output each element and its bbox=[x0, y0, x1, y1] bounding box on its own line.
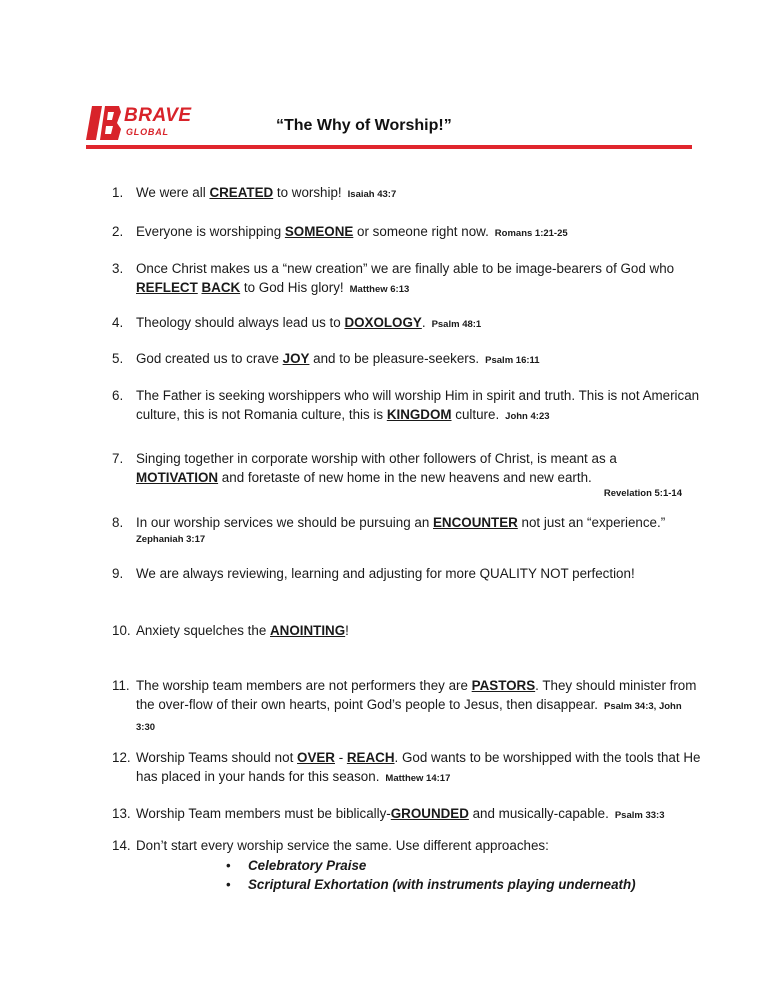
brave-global-logo bbox=[86, 105, 196, 141]
item-keyword: REFLECT bbox=[136, 280, 198, 295]
item-number: 1. bbox=[112, 185, 124, 200]
item-text: - bbox=[334, 750, 347, 765]
scripture-reference: Psalm 16:11 bbox=[485, 355, 540, 366]
list-item bbox=[112, 836, 702, 855]
item-text: Worship Team members must be biblically- bbox=[136, 806, 391, 821]
item-number: 9. bbox=[112, 566, 124, 581]
item-number: 14. bbox=[112, 838, 131, 853]
list-item bbox=[112, 313, 702, 334]
item-keyword: SOMEONE bbox=[284, 224, 354, 239]
bullet-icon: • bbox=[226, 858, 231, 873]
list-item bbox=[112, 676, 702, 737]
item-keyword: OVER bbox=[297, 750, 335, 765]
item-text: . bbox=[421, 315, 426, 330]
approaches-list bbox=[226, 856, 636, 894]
logo-brave-text: BRAVE bbox=[124, 105, 192, 126]
list-item bbox=[112, 621, 702, 640]
item-number: 5. bbox=[112, 351, 124, 366]
scripture-reference: Psalm 33:3 bbox=[614, 810, 665, 821]
scripture-reference: Isaiah 43:7 bbox=[347, 189, 397, 200]
item-text: to worship! bbox=[273, 185, 342, 200]
item-keyword: REACH bbox=[346, 750, 395, 765]
item-text: and to be pleasure-seekers. bbox=[309, 351, 480, 366]
item-keyword: JOY bbox=[282, 351, 310, 366]
item-number: 11. bbox=[112, 678, 130, 693]
item-text: . They should minister from the over-flow of their own hearts, point God’s people to Jesus, then disappear. bbox=[136, 678, 697, 712]
item-keyword: BACK bbox=[201, 280, 241, 295]
item-text: We are always reviewing, learning and adjusting for more QUALITY NOT perfection! bbox=[136, 566, 635, 581]
item-text: to God His glory! bbox=[240, 280, 344, 295]
item-number: 13. bbox=[112, 806, 131, 821]
list-item bbox=[112, 222, 702, 243]
item-keyword: KINGDOM bbox=[386, 407, 452, 422]
item-text: not just an “experience.” bbox=[517, 515, 666, 530]
item-text: We were all bbox=[136, 185, 210, 200]
item-text: ! bbox=[345, 623, 349, 638]
item-number: 7. bbox=[112, 451, 124, 466]
item-text: The worship team members are not performers they are bbox=[136, 678, 472, 693]
item-text: Theology should always lead us to bbox=[136, 315, 345, 330]
item-text: Everyone is worshipping bbox=[136, 224, 285, 239]
item-keyword: PASTORS bbox=[471, 678, 536, 693]
item-keyword: CREATED bbox=[209, 185, 274, 200]
item-text: Singing together in corporate worship with other followers of Christ, is meant as a bbox=[136, 451, 617, 466]
item-number: 6. bbox=[112, 388, 124, 403]
bullet-text: Scriptural Exhortation (with instruments playing underneath) bbox=[248, 877, 636, 892]
item-text: Once Christ makes us a “new creation” we are finally able to be image-bearers of God who bbox=[136, 261, 675, 276]
bullet-item bbox=[226, 856, 636, 875]
list-item bbox=[112, 449, 702, 501]
item-number: 2. bbox=[112, 224, 124, 239]
list-item bbox=[112, 386, 702, 426]
item-text: In our worship services we should be pursuing an bbox=[136, 515, 433, 530]
item-text: . God wants to be worshipped with the tools that He has placed in your hands for this season. bbox=[136, 750, 701, 784]
item-number: 3. bbox=[112, 261, 124, 276]
list-item bbox=[112, 183, 702, 204]
scripture-reference: Matthew 14:17 bbox=[385, 773, 451, 784]
scripture-reference: Zephaniah 3:17 bbox=[136, 534, 206, 545]
item-text: Anxiety squelches the bbox=[136, 623, 270, 638]
bullet-icon: • bbox=[226, 877, 231, 892]
bullet-item bbox=[226, 875, 636, 894]
item-text: or someone right now. bbox=[353, 224, 489, 239]
list-item bbox=[112, 513, 702, 547]
scripture-reference: Psalm 34:3, John 3:30 bbox=[136, 701, 682, 733]
item-text: and foretaste of new home in the new heavens and new earth. bbox=[218, 470, 592, 485]
list-item bbox=[112, 748, 702, 788]
list-item bbox=[112, 804, 702, 825]
header-divider bbox=[86, 145, 692, 149]
scripture-reference: Matthew 6:13 bbox=[349, 284, 410, 295]
item-text: Worship Teams should not bbox=[136, 750, 298, 765]
bullet-text: Celebratory Praise bbox=[248, 858, 367, 873]
page-title: “The Why of Worship!” bbox=[276, 117, 452, 134]
item-number: 4. bbox=[112, 315, 124, 330]
item-text: Don’t start every worship service the same. Use different approaches: bbox=[136, 838, 549, 853]
item-keyword: GROUNDED bbox=[390, 806, 469, 821]
item-keyword: ANOINTING bbox=[270, 623, 346, 638]
scripture-reference: Romans 1:21-25 bbox=[494, 228, 568, 239]
item-keyword: DOXOLOGY bbox=[344, 315, 422, 330]
list-item bbox=[112, 564, 702, 583]
item-number: 12. bbox=[112, 750, 131, 765]
list-item bbox=[112, 259, 702, 299]
item-number: 8. bbox=[112, 515, 124, 530]
item-keyword: ENCOUNTER bbox=[433, 515, 518, 530]
scripture-reference: Revelation 5:1-14 bbox=[603, 488, 682, 499]
scripture-reference: John 4:23 bbox=[505, 411, 550, 422]
item-keyword: MOTIVATION bbox=[136, 470, 219, 485]
scripture-reference: Psalm 48:1 bbox=[431, 319, 482, 330]
item-text: The Father is seeking worshippers who will worship Him in spirit and truth. This is not American culture, this is not Romania culture, this is bbox=[136, 388, 700, 422]
brave-logo-mark-icon bbox=[86, 106, 122, 140]
item-text: God created us to crave bbox=[136, 351, 283, 366]
item-number: 10. bbox=[112, 623, 131, 638]
logo-global-text: GLOBAL bbox=[126, 127, 169, 137]
list-item bbox=[112, 349, 702, 370]
item-text: and musically-capable. bbox=[468, 806, 609, 821]
item-text: culture. bbox=[451, 407, 500, 422]
